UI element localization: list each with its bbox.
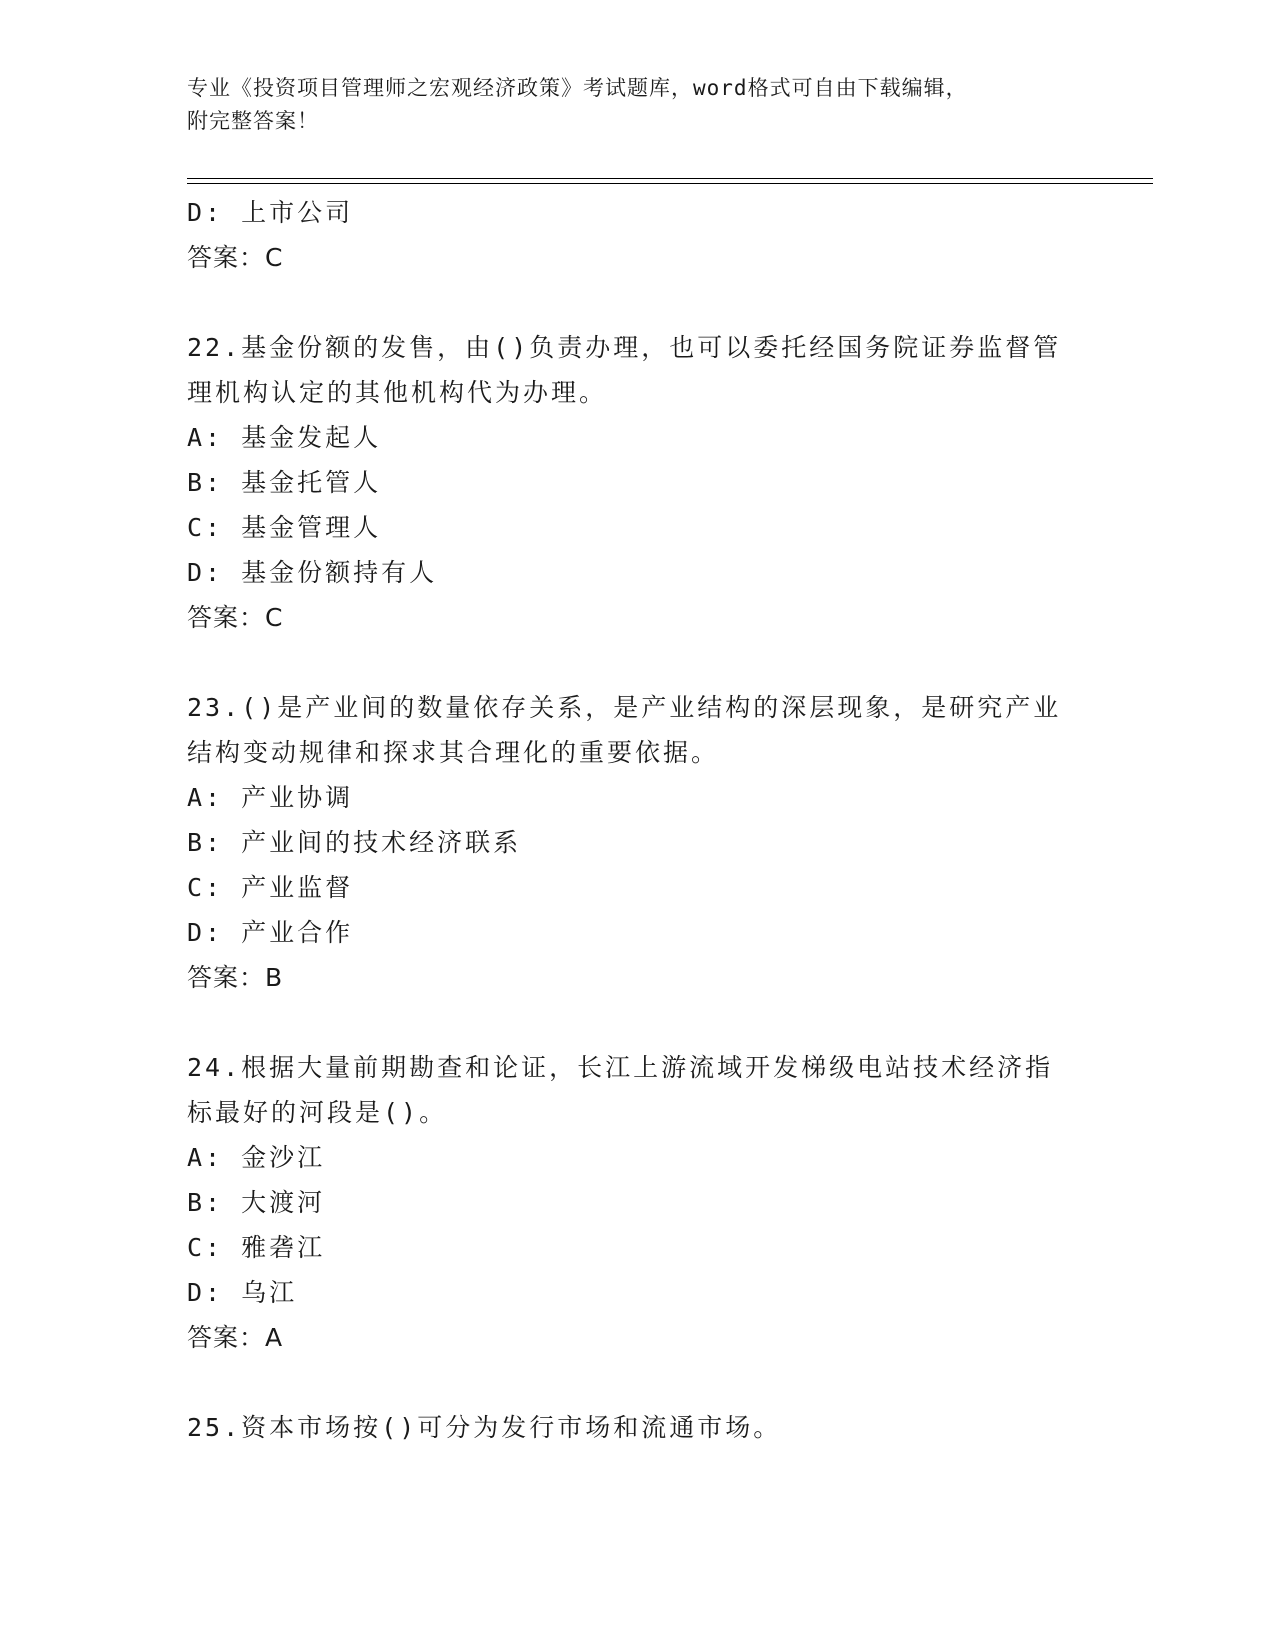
option-d: D: 上市公司 [187, 198, 354, 227]
spacer [187, 280, 1087, 325]
answer-line: 答案：C [187, 243, 284, 272]
answer-line: 答案：A [187, 1323, 284, 1352]
answer-line: 答案：C [187, 603, 284, 632]
option-b: B: 基金托管人 [187, 468, 382, 497]
header-line-2: 附完整答案！ [187, 109, 319, 133]
question-23 [187, 685, 1087, 1000]
option-d: D: 产业合作 [187, 918, 354, 947]
question-list [187, 190, 1087, 1450]
option-b: B: 产业间的技术经济联系 [187, 828, 522, 857]
header-divider-bottom [187, 183, 1153, 184]
option-a: A: 基金发起人 [187, 423, 382, 452]
option-c: C: 基金管理人 [187, 513, 382, 542]
spacer [187, 1360, 1087, 1405]
question-stem: 标最好的河段是()。 [187, 1098, 448, 1127]
question-stem: 理机构认定的其他机构代为办理。 [187, 378, 608, 407]
spacer [187, 1000, 1087, 1045]
question-21-fragment [187, 190, 1087, 280]
option-c: C: 产业监督 [187, 873, 354, 902]
option-a: A: 金沙江 [187, 1143, 326, 1172]
question-24 [187, 1045, 1087, 1360]
question-stem: 23.()是产业间的数量依存关系，是产业结构的深层现象，是研究产业 [187, 693, 1062, 722]
spacer [187, 640, 1087, 685]
document-header [187, 72, 1087, 138]
question-stem: 结构变动规律和探求其合理化的重要依据。 [187, 738, 720, 767]
question-stem: 22.基金份额的发售，由()负责办理，也可以委托经国务院证券监督管 [187, 333, 1062, 362]
header-divider-top [187, 178, 1153, 179]
option-b: B: 大渡河 [187, 1188, 326, 1217]
question-25 [187, 1405, 1087, 1450]
answer-line: 答案：B [187, 963, 284, 992]
header-line-1: 专业《投资项目管理师之宏观经济政策》考试题库，word格式可自由下载编辑， [187, 76, 968, 100]
option-c: C: 雅砻江 [187, 1233, 326, 1262]
question-stem: 24.根据大量前期勘查和论证，长江上游流域开发梯级电站技术经济指 [187, 1053, 1054, 1082]
option-d: D: 乌江 [187, 1278, 298, 1307]
question-22 [187, 325, 1087, 640]
option-a: A: 产业协调 [187, 783, 354, 812]
option-d: D: 基金份额持有人 [187, 558, 438, 587]
question-stem: 25.资本市场按()可分为发行市场和流通市场。 [187, 1413, 782, 1442]
